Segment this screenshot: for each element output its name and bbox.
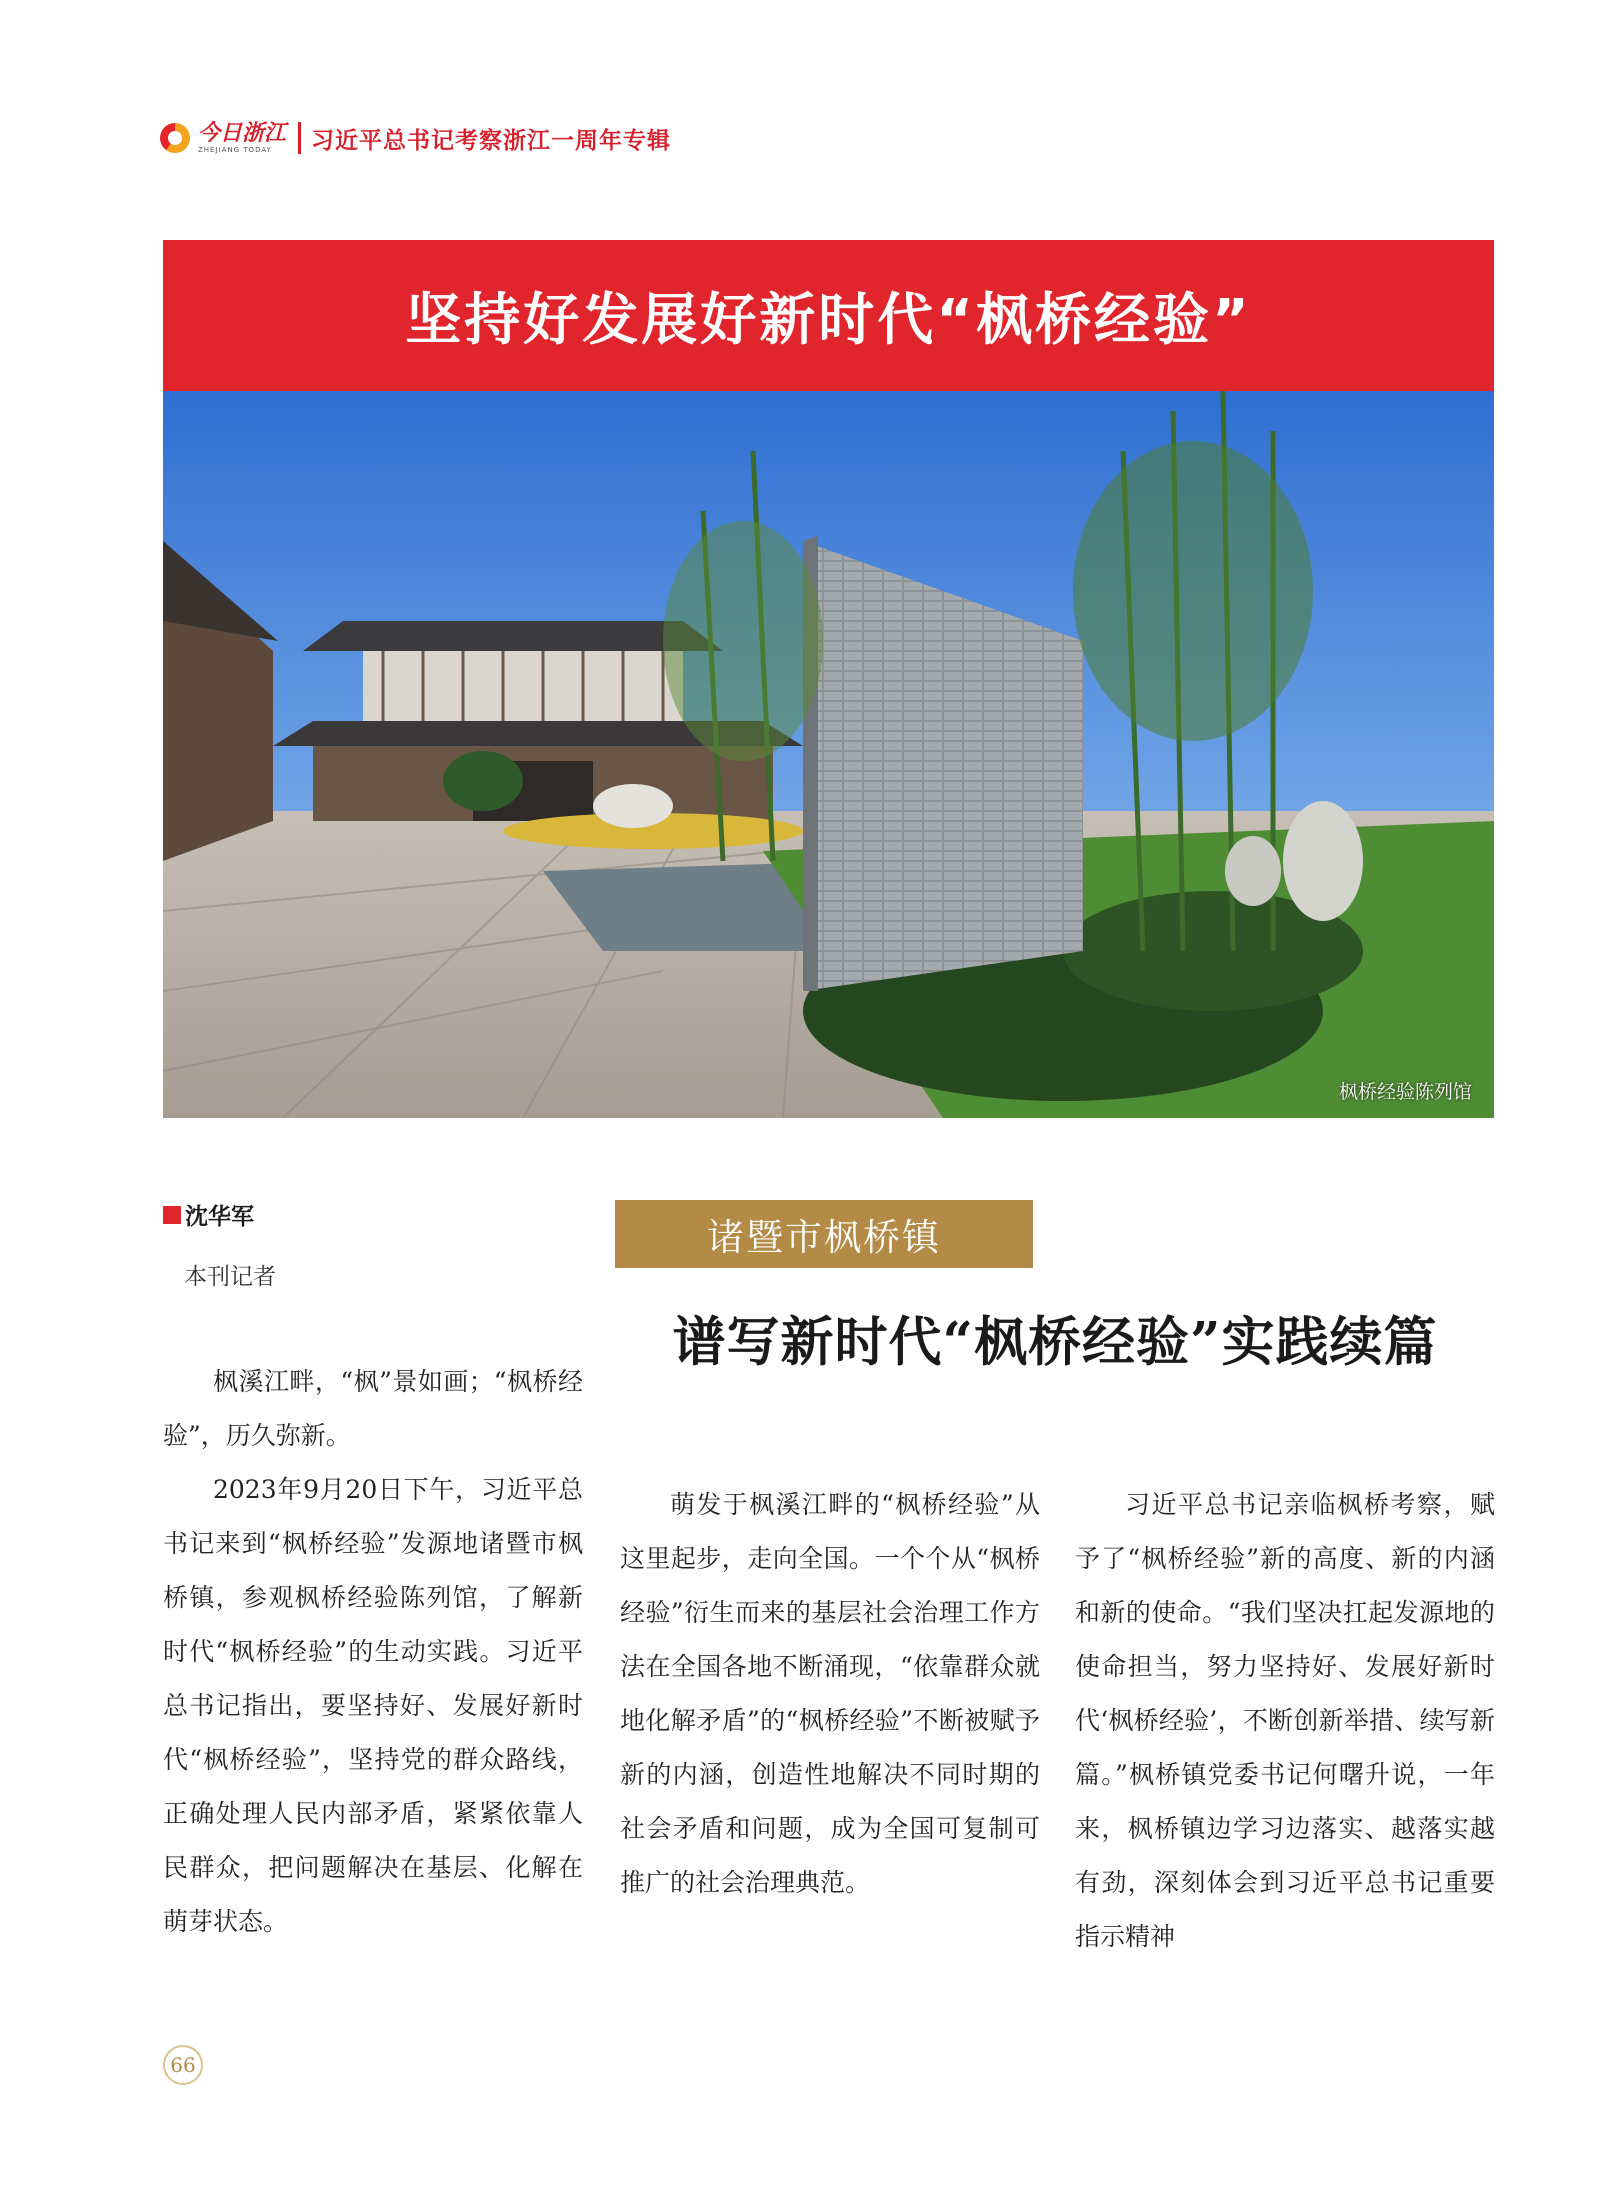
paragraph: 2023年9月20日下午，习近平总书记来到“枫桥经验”发源地诸暨市枫桥镇，参观枫桥经验陈列馆，了解新时代“枫桥经验”的生动实践。习近平总书记指出，要坚持好、发展好新时代“枫桥经验”，坚持党的群众路线，正确处理人民内部矛盾，紧紧依靠人民群众，把问题解决在基层、化解在萌芽状态。: [163, 1475, 583, 1936]
article-column-3: [1075, 1478, 1495, 1964]
magazine-header: [160, 118, 671, 158]
section-label: 诸暨市枫桥镇: [615, 1200, 1033, 1268]
photo-caption: 枫桥经验陈列馆: [1338, 1081, 1472, 1103]
author-role: 本刊记者: [184, 1264, 276, 1290]
paragraph: 萌发于枫溪江畔的“枫桥经验”从这里起步，走向全国。一个个从“枫桥经验”衍生而来的基层社会治理工作方法在全国各地不断涌现，“依靠群众就地化解矛盾”的“枫桥经验”不断被赋予新的内涵，创造性地解决不同时期的社会矛盾和问题，成为全国可复制可推广的社会治理典范。: [620, 1490, 1040, 1897]
author-line: [163, 1198, 254, 1231]
logo-chinese: 今日浙江: [198, 120, 287, 146]
paragraph: 枫溪江畔，“枫”景如画；“枫桥经验”，历久弥新。: [163, 1367, 583, 1450]
issue-title: 习近平总书记考察浙江一周年专辑: [311, 127, 672, 154]
magazine-logo: [198, 122, 286, 154]
feature-banner: [163, 240, 1494, 391]
page-number: 66: [163, 2045, 203, 2085]
feature-photo: [163, 391, 1494, 1118]
exhibition-hall-illustration: [163, 391, 1494, 1118]
logo-english: ZHEJIANG TODAY: [198, 146, 272, 154]
feature-title: 坚持好发展好新时代“枫桥经验”: [405, 287, 1252, 353]
paragraph: 习近平总书记亲临枫桥考察，赋予了“枫桥经验”新的高度、新的内涵和新的使命。“我们坚决扛起发源地的使命担当，努力坚持好、发展好新时代‘枫桥经验’，不断创新举措、续写新篇。”枫桥镇党委书记何曙升说，一年来，枫桥镇边学习边落实、越落实越有劲，深刻体会到习近平总书记重要指示精神: [1075, 1490, 1495, 1951]
author-name: 沈华军: [185, 1204, 254, 1230]
article-column-2: [620, 1478, 1040, 1910]
header-divider: [298, 122, 301, 154]
magazine-logo-icon: [160, 123, 190, 153]
article-headline: 谱写新时代“枫桥经验”实践续篇: [672, 1311, 1438, 1373]
author-marker-icon: [163, 1206, 181, 1224]
article-column-1: [163, 1355, 583, 1949]
